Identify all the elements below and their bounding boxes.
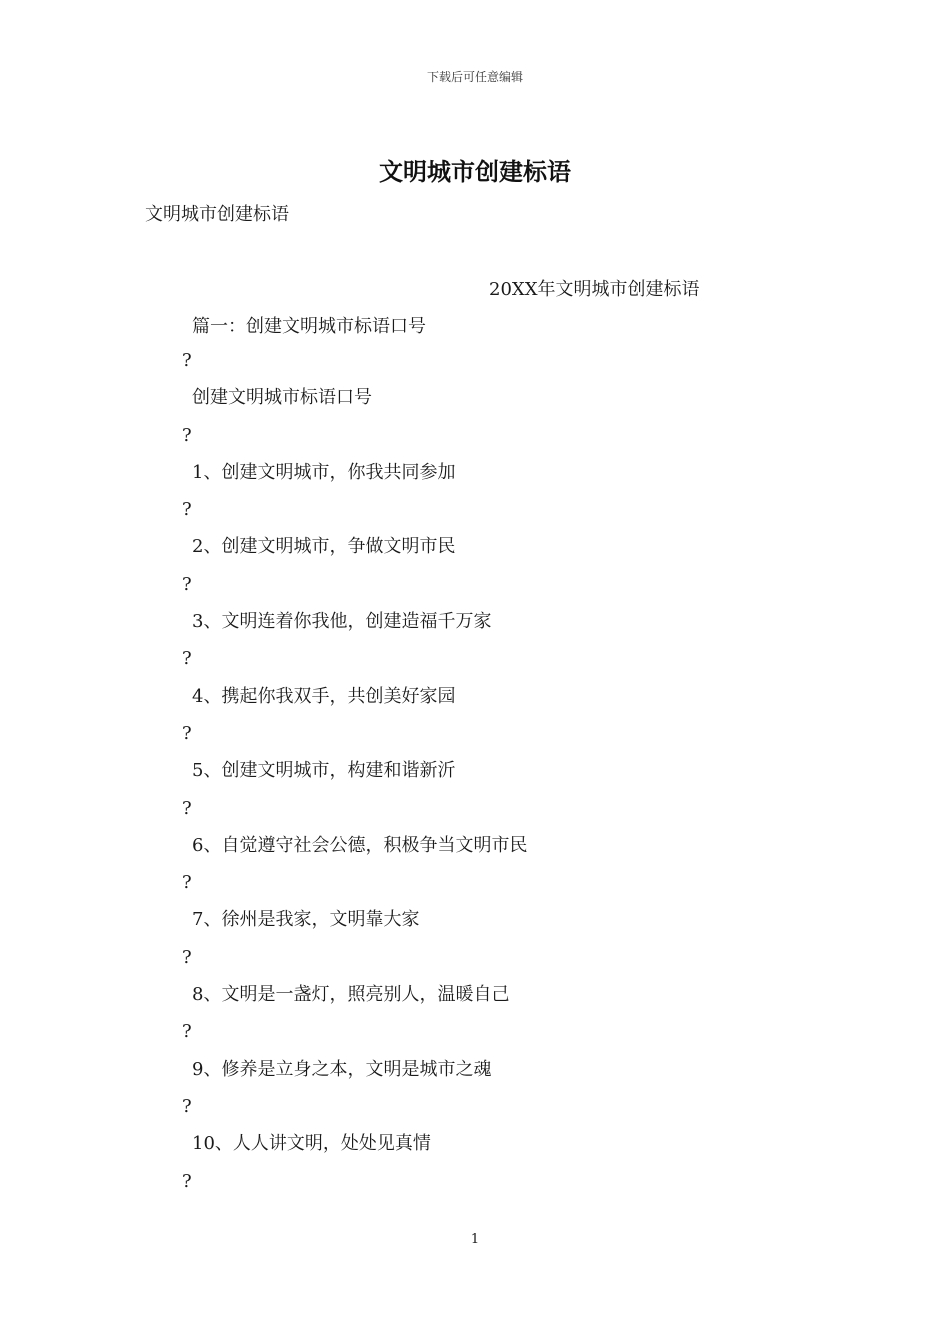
slogan-line: 5、创建文明城市，构建和谐新沂 xyxy=(192,760,456,782)
placeholder-mark: ? xyxy=(182,350,192,371)
placeholder-mark: ? xyxy=(182,1095,192,1117)
slogan-list xyxy=(180,349,780,1207)
slogan-line: 3、文明连着你我他，创建造福千万家 xyxy=(192,611,492,633)
placeholder-mark: ? xyxy=(182,573,192,595)
slogan-line: 创建文明城市标语口号 xyxy=(192,387,372,409)
slogan-line: 7、徐州是我家，文明靠大家 xyxy=(192,909,420,931)
page-number: 1 xyxy=(470,1232,480,1247)
year-heading: 20XX年文明城市创建标语 xyxy=(489,279,700,300)
header-note: 下载后可任意编辑 xyxy=(426,70,523,84)
slogan-line: 4、携起你我双手，共创美好家园 xyxy=(192,685,456,707)
placeholder-mark: ? xyxy=(182,722,192,744)
subtitle: 文明城市创建标语 xyxy=(145,204,289,225)
slogan-line: 10、人人讲文明，处处见真情 xyxy=(192,1133,431,1155)
placeholder-mark: ? xyxy=(182,648,192,670)
placeholder-mark: ? xyxy=(182,946,192,968)
slogan-line: 6、自觉遵守社会公德，积极争当文明市民 xyxy=(192,834,528,856)
placeholder-mark: ? xyxy=(182,499,192,521)
slogan-line: 2、创建文明城市，争做文明市民 xyxy=(192,536,456,558)
placeholder-mark: ? xyxy=(182,1021,192,1043)
placeholder-mark: ? xyxy=(182,424,192,446)
slogan-line: 8、文明是一盏灯，照亮别人，温暖自己 xyxy=(192,984,510,1006)
slogan-line: 1、创建文明城市，你我共同参加 xyxy=(192,461,456,483)
slogan-line: 9、修养是立身之本，文明是城市之魂 xyxy=(192,1058,492,1080)
placeholder-mark: ? xyxy=(182,872,192,894)
page-title: 文明城市创建标语 xyxy=(379,157,571,186)
placeholder-mark: ? xyxy=(182,1170,192,1192)
section-title: 篇一：创建文明城市标语口号 xyxy=(192,316,426,337)
placeholder-mark: ? xyxy=(182,797,192,819)
